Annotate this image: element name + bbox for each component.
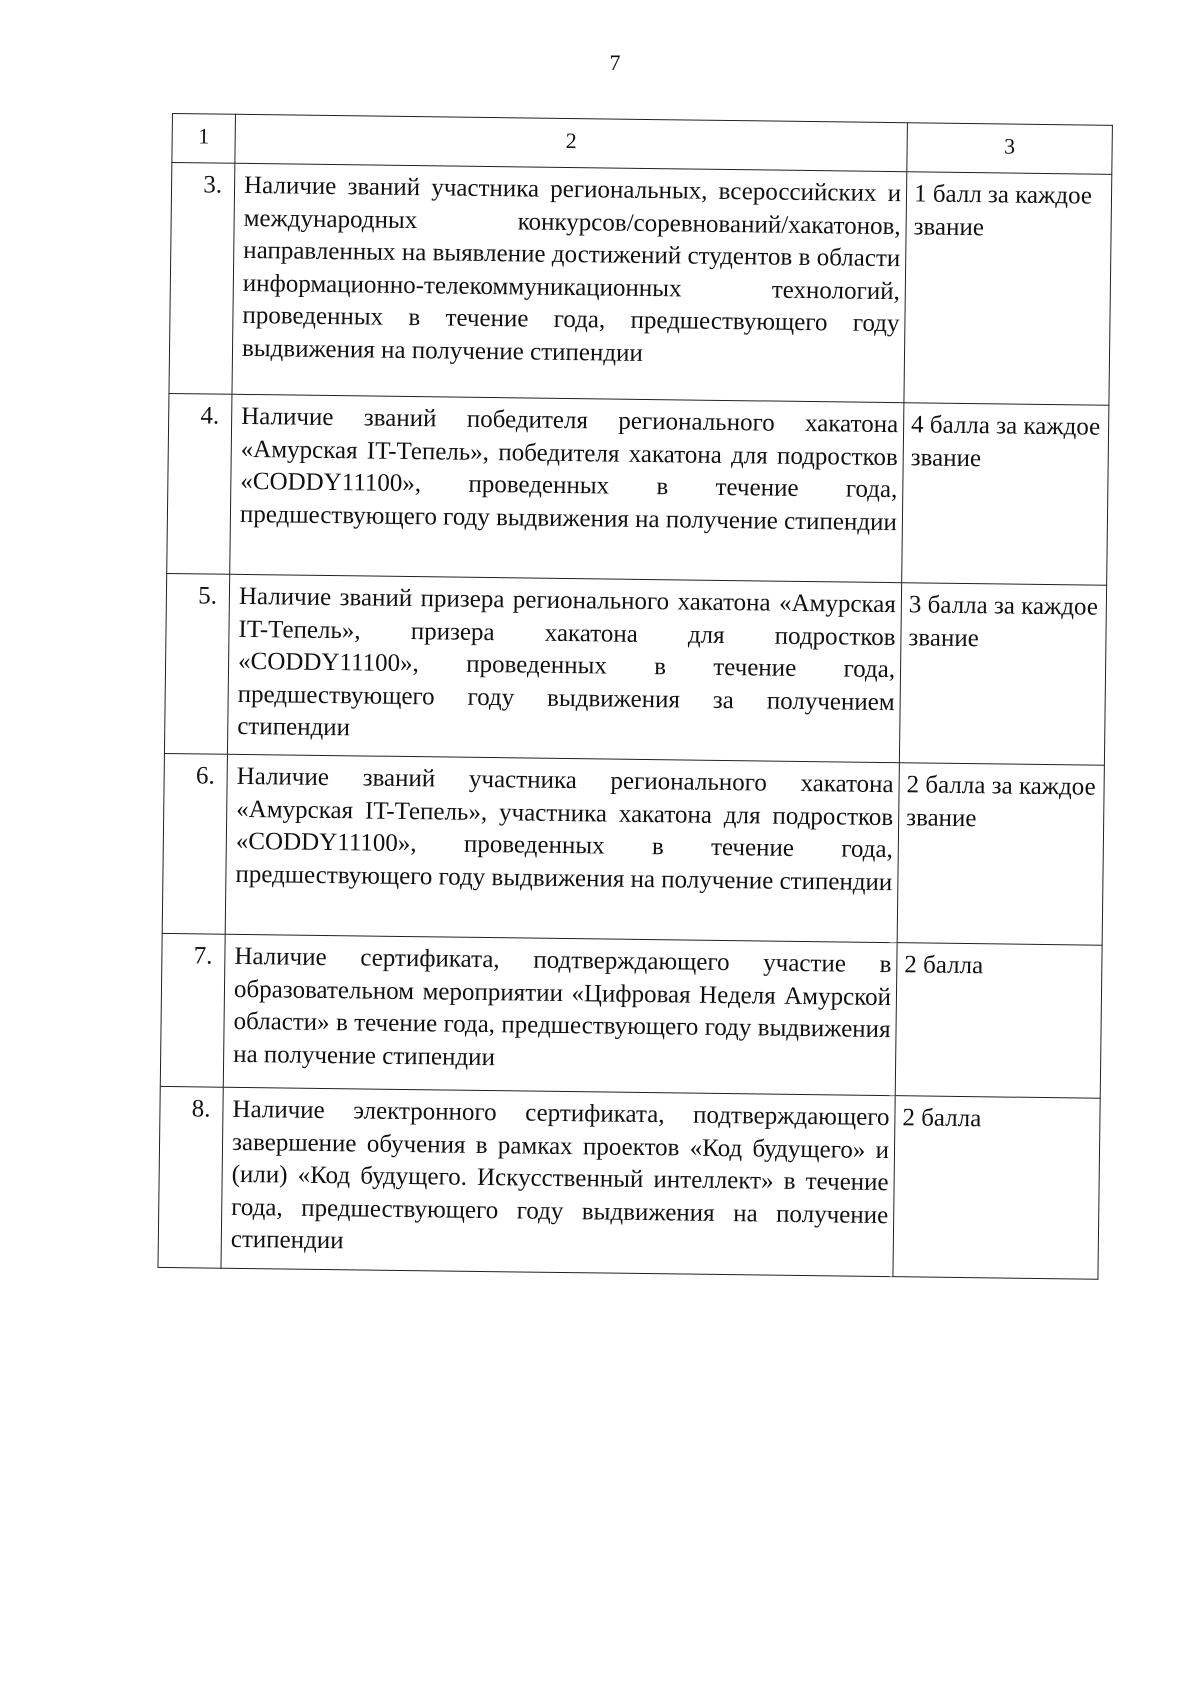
table-row xyxy=(167,393,1109,585)
table-row xyxy=(162,753,1104,945)
criterion-text: Наличие электронного сертификата, подтверждающего завершение обучения в рамках проектов «Код будущего» и (или) «Код будущего. Искусственный интеллект» в течение года, предшествующего году выдвижения на получение стипендии xyxy=(221,1087,895,1276)
table-row xyxy=(160,933,1102,1098)
column-header: 3 xyxy=(907,123,1113,175)
criteria-table xyxy=(157,113,1112,1280)
table-row xyxy=(164,573,1106,765)
criterion-text: Наличие сертификата, подтверждающего участие в образовательном мероприятии «Цифровая Неделя Амурской области» в течение года, предшествующего году выдвижения на получение стипендии xyxy=(223,934,897,1095)
row-number: 8. xyxy=(158,1086,223,1268)
criteria-table-container xyxy=(157,113,1111,1280)
row-number: 6. xyxy=(162,753,227,934)
table-row xyxy=(158,1086,1100,1279)
criterion-points: 2 балла xyxy=(895,943,1102,1099)
column-header: 2 xyxy=(235,114,908,171)
criterion-text: Наличие званий участника регионального хакатона «Амурская IT-Тепель», участника хакатона для подростков «CODDY11100», проведенных в течение года, предшествующего году выдвижения на получение стипендии xyxy=(225,754,899,942)
page-number: 7 xyxy=(609,50,621,75)
table-row xyxy=(169,163,1112,406)
criterion-points: 3 балла за каждое звание xyxy=(899,583,1106,766)
criterion-points: 2 балла xyxy=(893,1096,1100,1280)
criterion-text: Наличие званий призера регионального хакатона «Амурская IT-Тепель», призера хакатона для подростков «CODDY11100», проведенных в течение года, предшествующего году выдвижения за получением стипендии xyxy=(227,574,901,762)
criterion-points: 1 балл за каждое звание xyxy=(904,172,1112,406)
row-number: 4. xyxy=(167,393,232,574)
column-header: 1 xyxy=(172,114,236,164)
criterion-text: Наличие званий победителя регионального хакатона «Амурская IT-Тепель», победителя хакатона для подростков «CODDY11100», проведенных в течение года, предшествующего году выдвижения на получение стипендии xyxy=(230,394,904,582)
row-number: 7. xyxy=(160,933,225,1087)
criterion-points: 4 балла за каждое звание xyxy=(902,403,1109,586)
criterion-points: 2 балла за каждое звание xyxy=(897,763,1104,946)
row-number: 5. xyxy=(164,573,229,754)
criterion-text: Наличие званий участника региональных, всероссийских и международных конкурсов/соревнований/хакатонов, направленных на выявление достижений студентов в области информационно-телекоммуникационных технологий, проведенных в течение года, предшествующего году выдвижения на получение стипендии xyxy=(232,163,907,402)
row-number: 3. xyxy=(169,163,235,395)
